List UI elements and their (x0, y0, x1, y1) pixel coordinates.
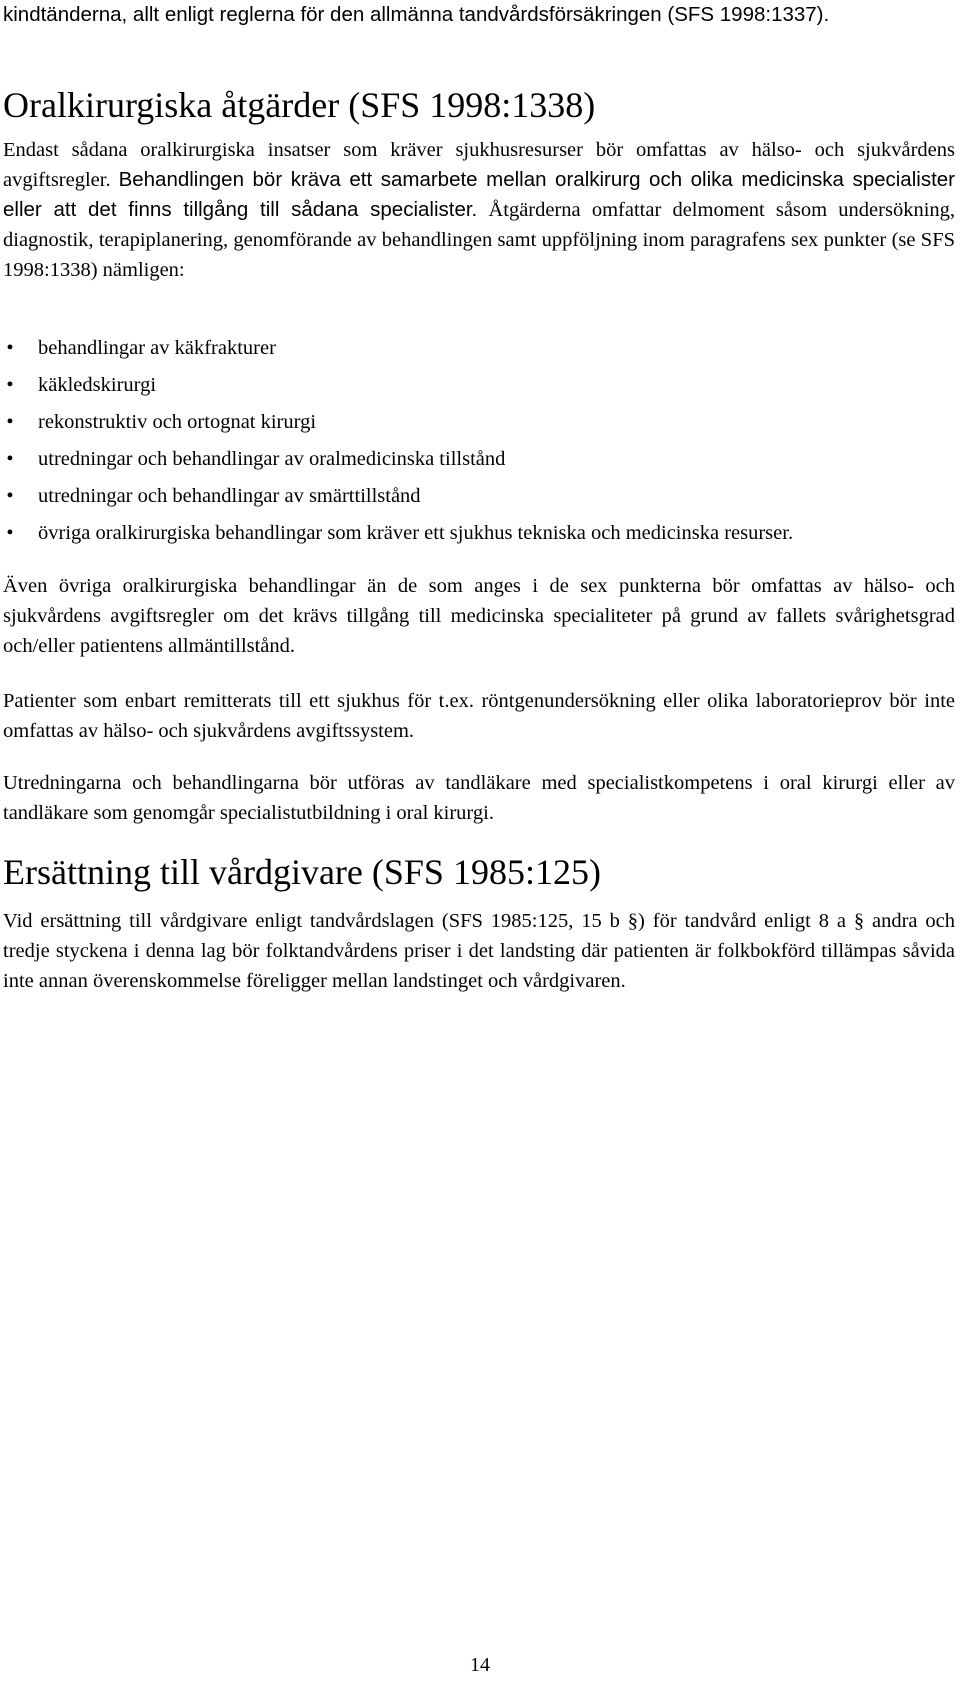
section-heading-oralkirurgi: Oralkirurgiska åtgärder (SFS 1998:1338) (3, 85, 596, 125)
cooperation-sentence: Behandlingen bör kräva ett samarbete mellan oralkirurg och olika medicinska specialister eller att det finns tillgång till sådana specialister. (3, 168, 955, 221)
paragraph-other-treatments: Även övriga oralkirurgiska behandlingar än de som anges i de sex punkterna bör omfattas av hälso- och sjukvårdens avgiftsregler om det krävs tillgång till medicinska specialiteter på grund av fallets svårighetsgrad och/eller patientens allmäntillstånd. (3, 575, 955, 657)
list-item: • rekonstruktiv och ortognat kirurgi (0, 407, 955, 437)
section-heading-ersattning: Ersättning till vårdgivare (SFS 1985:125) (3, 852, 601, 892)
bullet-icon: • (6, 337, 14, 359)
list-item: • behandlingar av käkfrakturer (0, 333, 955, 363)
measures-sentence: Åtgärderna omfattar delmoment såsom undersökning, diagnostik, terapiplanering, genomförande av behandlingen samt uppföljning inom paragrafens sex punkter (se SFS 1998:1338) nämligen: (3, 199, 956, 281)
bullet-icon: • (6, 485, 14, 507)
paragraph-referrals: Patienter som enbart remitterats till ett sjukhus för t.ex. röntgenundersökning eller olika laboratorieprov bör inte omfattas av hälso- och sjukvårdens avgiftssystem. (3, 690, 955, 742)
paragraph-specialists: Utredningarna och behandlingarna bör utföras av tandläkare med specialistkompetens i oral kirurgi eller av tandläkare som genomgår specialistutbildning i oral kirurgi. (3, 772, 955, 824)
treatment-list (0, 333, 955, 548)
page-number: 14 (470, 1654, 490, 1676)
list-item: • utredningar och behandlingar av smärttillstånd (0, 481, 955, 511)
paragraph-oralkirurgi-scope (3, 135, 955, 285)
scope-sentence: Endast sådana oralkirurgiska insatser som kräver sjukhusresurser bör omfattas av hälso- och sjukvårdens avgiftsregler. (3, 139, 955, 191)
intro-paragraph: kindtänderna, allt enligt reglerna för den allmänna tandvårdsförsäkringen (SFS 1998:1337). (3, 3, 830, 26)
paragraph-compensation: Vid ersättning till vårdgivare enligt tandvårdslagen (SFS 1985:125, 15 b §) för tandvård enligt 8 a § andra och tredje styckena i denna lag bör folktandvårdens priser i det landsting där patienten är folkbokförd tillämpas såvida inte annan överenskommelse föreligger mellan landstinget och vårdgivaren. (3, 910, 955, 992)
bullet-icon: • (6, 374, 14, 396)
list-item: • övriga oralkirurgiska behandlingar som kräver ett sjukhus tekniska och medicinska resurser. (0, 518, 955, 548)
bullet-icon: • (6, 448, 14, 470)
bullet-icon: • (6, 522, 14, 544)
list-item: • käkledskirurgi (0, 370, 955, 400)
list-item: • utredningar och behandlingar av oralmedicinska tillstånd (0, 444, 955, 474)
bullet-icon: • (6, 411, 14, 433)
